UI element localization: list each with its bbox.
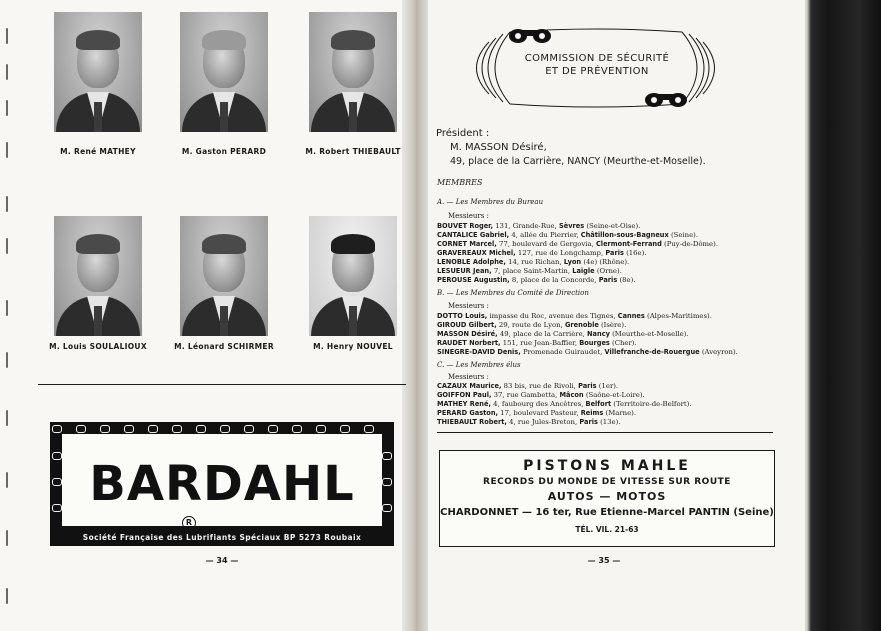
binder-ring xyxy=(6,238,8,254)
member-entry: CAZAUX Maurice, 83 bis, rue de Rivoli, Paris (1er). xyxy=(437,382,619,390)
section-heading: A. — Les Membres du Bureau xyxy=(437,198,544,206)
binder-ring xyxy=(6,410,8,426)
president-name: M. MASSON Désiré, xyxy=(450,142,547,153)
binder-ring xyxy=(6,530,8,546)
portrait-caption: M. René MATHEY xyxy=(60,147,136,156)
section-divider xyxy=(38,384,406,385)
page-number-left: — 34 — xyxy=(205,556,239,565)
binder-ring xyxy=(6,64,8,80)
bardahl-advertisement xyxy=(50,422,394,546)
mahle-phone: TÉL. VIL. 21-63 xyxy=(575,525,639,534)
member-entry: THIEBAULT Robert, 4, rue Jules-Breton, Paris (13e). xyxy=(437,418,621,426)
portrait-caption: M. Louis SOULALIOUX xyxy=(49,342,147,351)
member-entry: PEROUSE Augustin, 8, place de la Concorde, Paris (8e). xyxy=(437,276,636,284)
members-heading: MEMBRES xyxy=(437,178,483,187)
portrait-caption: M. Léonard SCHIRMER xyxy=(174,342,274,351)
mahle-tagline: RECORDS DU MONDE DE VITESSE SUR ROUTE xyxy=(483,477,731,487)
portrait-photo xyxy=(309,12,397,132)
salutation: Messieurs : xyxy=(448,373,489,381)
member-entry: SINEGRE-DAVID Denis, Promenade Guiraudet, Villefranche-de-Rouergue (Aveyron). xyxy=(437,348,738,356)
president-address: 49, place de la Carrière, NANCY (Meurthe-et-Moselle). xyxy=(450,156,706,167)
member-entry: DOTTO Louis, impasse du Roc, avenue des Tignes, Cannes (Alpes-Maritimes). xyxy=(437,312,712,320)
mahle-advertisement xyxy=(439,450,775,547)
salutation: Messieurs : xyxy=(448,302,489,310)
section-heading: C. — Les Membres élus xyxy=(437,361,521,369)
binder-ring xyxy=(6,352,8,368)
member-entry: BOUVET Roger, 131, Grande-Rue, Sèvres (Seine-et-Oise). xyxy=(437,222,641,230)
member-entry: CANTALICE Gabriel, 4, allée du Pierrier, Châtillon-sous-Bagneux (Seine). xyxy=(437,231,699,239)
member-entry: GRAVEREAUX Michel, 127, rue de Longchamp, Paris (16e). xyxy=(437,249,647,257)
bardahl-footer: Société Française des Lubrifiants Spéciaux BP 5273 Roubaix xyxy=(82,533,362,542)
commission-title-line1: COMMISSION DE SÉCURITÉ xyxy=(524,53,670,64)
member-entry: CORNET Marcel, 77, boulevard de Gergovia, Clermont-Ferrand (Puy-de-Dôme). xyxy=(437,240,719,248)
mahle-title: PISTONS MAHLE xyxy=(523,458,691,474)
page-number-right: — 35 — xyxy=(587,556,621,565)
section-divider xyxy=(437,432,773,433)
binder-ring xyxy=(6,196,8,212)
portrait-photo xyxy=(180,12,268,132)
commission-title xyxy=(522,52,672,78)
member-entry: MATHEY René, 4, faubourg des Ancêtres, Belfort (Territoire-de-Belfort). xyxy=(437,400,692,408)
binder-ring xyxy=(6,142,8,158)
member-entry: GOIFFON Paul, 37, rue Gambetta, Mâcon (Saône-et-Loire). xyxy=(437,391,645,399)
binder-ring xyxy=(6,588,8,604)
portrait-caption: M. Robert THIEBAULT xyxy=(305,147,401,156)
member-entry: LESUEUR Jean, 7, place Saint-Martin, Laigle (Orne). xyxy=(437,267,622,275)
registered-mark: R xyxy=(182,516,196,530)
portrait-caption: M. Gaston PERARD xyxy=(181,147,267,156)
book-gutter xyxy=(402,0,428,631)
binder-ring xyxy=(6,472,8,488)
portrait-photo xyxy=(54,12,142,132)
portrait-photo xyxy=(309,216,397,336)
portrait-photo xyxy=(54,216,142,336)
mahle-products: AUTOS — MOTOS xyxy=(547,490,667,503)
president-label: Président : xyxy=(436,128,490,139)
binder-ring xyxy=(6,28,8,44)
member-entry: GIROUD Gilbert, 29, route de Lyon, Grenoble (Isère). xyxy=(437,321,627,329)
mahle-address: CHARDONNET — 16 ter, Rue Etienne-Marcel PANTIN (Seine) xyxy=(440,507,774,518)
motorcycle-icon xyxy=(509,29,551,43)
commission-title-line2: ET DE PRÉVENTION xyxy=(545,66,649,77)
portrait-photo xyxy=(180,216,268,336)
member-entry: MASSON Désiré, 49, place de la Carrière, Nancy (Meurthe-et-Moselle). xyxy=(437,330,689,338)
binder-ring xyxy=(6,300,8,316)
bardahl-logo: BARDAHL xyxy=(89,456,355,512)
portrait-caption: M. Henry NOUVEL xyxy=(313,342,393,351)
binder-ring xyxy=(6,100,8,116)
member-entry: RAUDET Norbert, 151, rue Jean-Baffier, Bourges (Cher). xyxy=(437,339,637,347)
section-heading: B. — Les Membres du Comité de Direction xyxy=(437,289,589,297)
salutation: Messieurs : xyxy=(448,212,489,220)
member-entry: LENOBLE Adolphe, 14, rue Richan, Lyon (4e) (Rhône). xyxy=(437,258,630,266)
member-entry: PERARD Gaston, 17, boulevard Pasteur, Reims (Marne). xyxy=(437,409,637,417)
scan-edge-shadow xyxy=(805,0,881,631)
bardahl-panel xyxy=(62,434,382,526)
